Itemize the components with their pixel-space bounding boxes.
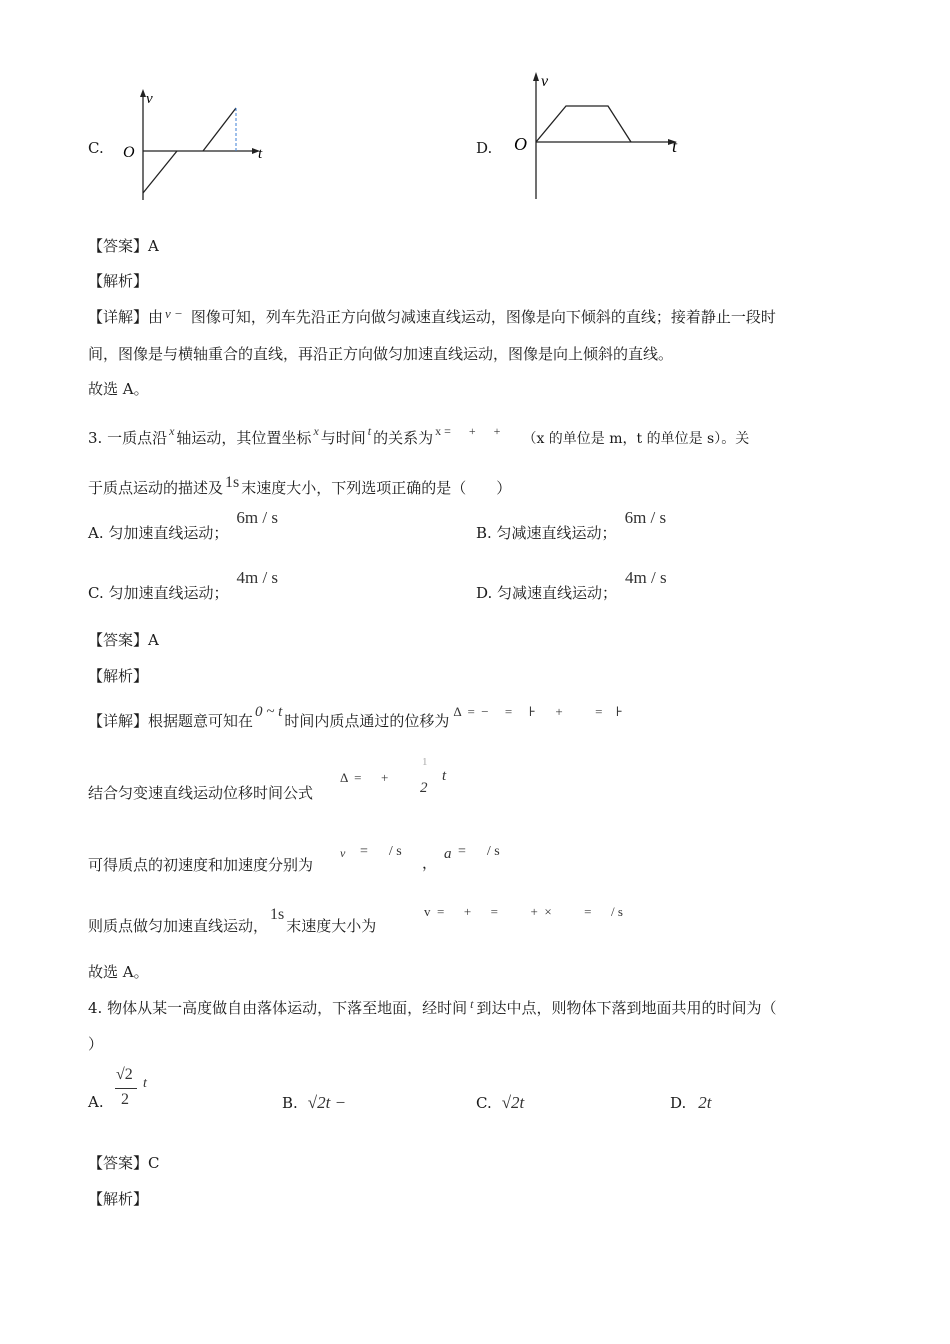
trapezoid-curve-d [536,106,631,142]
q4-stem-line1: 4. 物体从某一高度做自由落体运动，下落至地面，经时间 $^t$ 到达中点，则物体下落到地面共用的时间为（ [88,997,777,1017]
q3-detail-line3: 可得质点的初速度和加速度分别为 v = / s ， a = / s [88,844,500,874]
vt-symbol: v − [165,306,183,321]
q4-stem-line2: ） [88,1035,104,1053]
q3-stem-line1: 3. 一质点沿 $^x$ 轴运动，其位置坐标 $^x$ 与时间 $^t$ 的关系为 $^{x = + +}$ （x 的单位是 m，t 的单位是 s）。关 [88,424,750,447]
q3-conclusion: 故选 A。 [88,963,149,981]
q2-detail-line1: 【详解】由 v − 图像可知，列车先沿正方向做匀减速直线运动，图像是向下倾斜的直线；接着静止一段时 [88,306,776,326]
q3-option-c[interactable]: C. 匀加速直线运动；4m / s [88,568,279,602]
option-d-label: D. [476,139,493,157]
q4-option-b[interactable]: B. √2t − [282,1093,347,1112]
q2-analysis-heading: 【解析】 [88,272,149,290]
q3-answer: 【答案】A [88,631,159,649]
q2-answer: 【答案】A [88,237,159,255]
q2-conclusion: 故选 A。 [88,380,149,398]
q3-position-formula: x = + + [435,424,501,438]
option-c-label: C. [88,139,104,157]
q4-option-c[interactable]: C. √2t [476,1093,525,1112]
q3-detail-line1: 【详解】根据题意可知在 0 ~ t 时间内质点通过的位移为Δ = − = ⊦ + = ⊦ [88,704,623,730]
q3-velocity-formula: v = + = + × = / s [424,904,623,919]
v-axis-label: v [541,73,549,90]
vt-graph-d [510,68,690,203]
v-axis-label: v [146,91,153,107]
q4-answer: 【答案】C [88,1154,160,1172]
q4-analysis-heading: 【解析】 [88,1190,149,1208]
accel-segment-c [203,108,236,151]
origin-label: O [514,134,527,154]
t-axis-label: t [672,136,678,156]
q3-option-b[interactable]: B. 匀减速直线运动；6m / s [476,508,667,542]
vt-graph-c [115,85,275,205]
origin-label: O [123,144,135,161]
q3-analysis-heading: 【解析】 [88,667,149,685]
q3-displacement-formula: Δ = − = ⊦ + = ⊦ [453,704,623,719]
v-axis-arrow-icon [533,72,539,81]
q3-stem-line2: 于质点运动的描述及 1s 末速度大小，下列选项正确的是（ ） [88,474,512,497]
t-axis-label: t [258,146,263,162]
q3-detail-line2: 结合匀变速直线运动位移时间公式 Δ = + 1 2 t [88,756,447,802]
q4-option-d[interactable]: D. 2t [670,1093,712,1112]
decel-segment-c [143,151,177,193]
q4-option-a[interactable]: A. √2 2 t [88,1066,147,1111]
q3-detail-line4: 则质点做匀加速直线运动，1s末速度大小为 v = + = + × = / s [88,904,623,935]
q3-kinematic-formula: Δ = + [340,770,389,785]
q3-option-d[interactable]: D. 匀减速直线运动；4m / s [476,568,667,602]
q2-detail-line2: 间，图像是与横轴重合的直线，再沿正方向做匀加速直线运动，图像是向上倾斜的直线。 [88,345,674,363]
q3-option-a[interactable]: A. 匀加速直线运动；6m / s [88,508,278,542]
